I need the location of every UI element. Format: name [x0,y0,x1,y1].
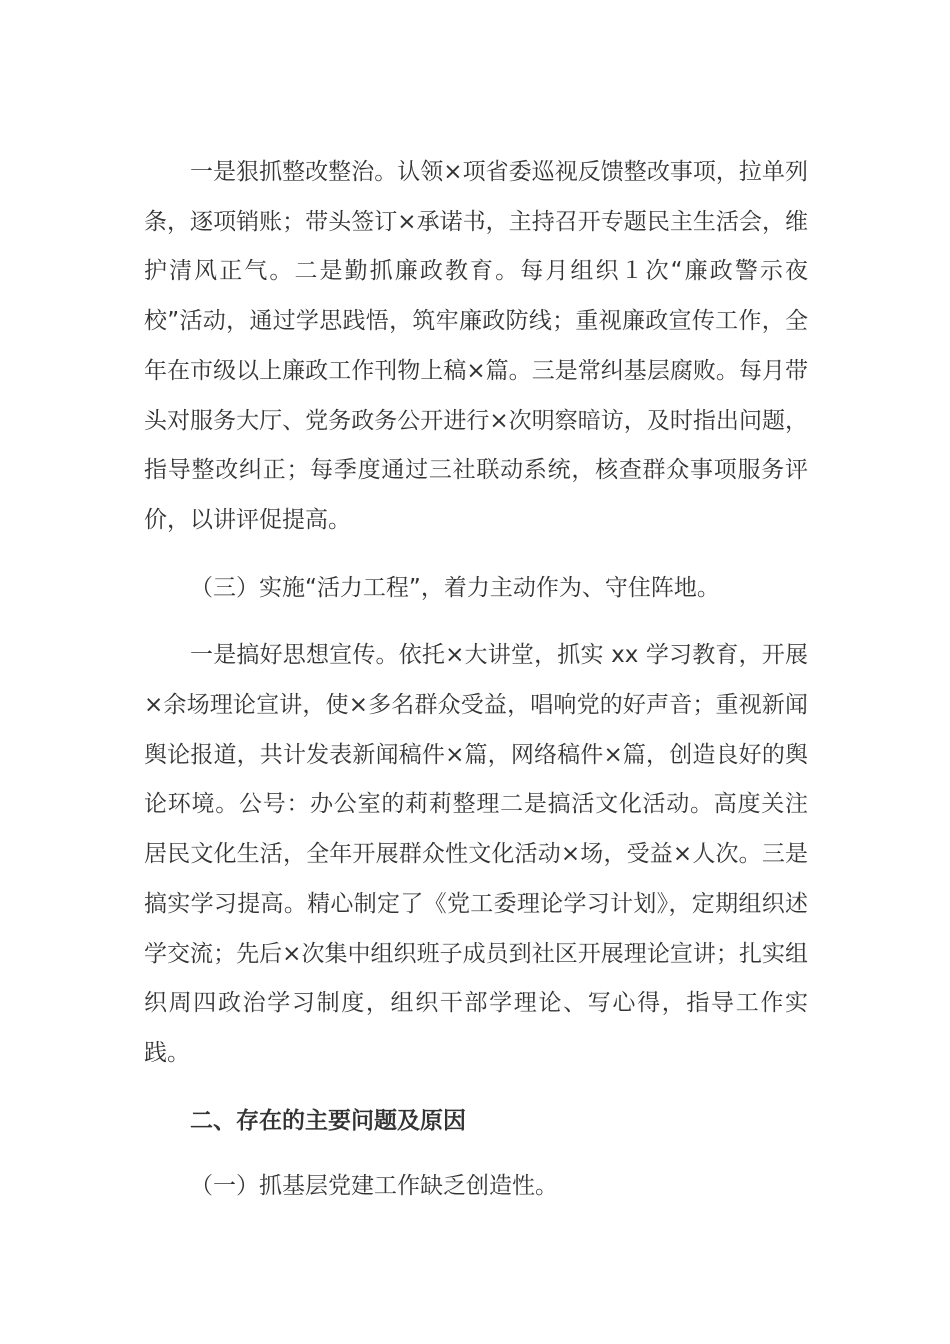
paragraph-ideological-publicity: 一是搞好思想宣传。依托×大讲堂，抓实 xx 学习教育，开展×余场理论宣讲，使×多名群众受益，唱响党的好声音；重视新闻舆论报道，共计发表新闻稿件×篇，网络稿件×篇，创造良好的舆论环境。公号：办公室的莉莉整理二是搞活文化活动。高度关注居民文化生活，全年开展群众性文化活动×场，受益×人次。三是搞实学习提高。精心制定了《党工委理论学习计划》，定期组织述学交流；先后×次集中组织班子成员到社区开展理论宣讲；扎实组织周四政治学习制度，组织干部学理论、写心得，指导工作实践。 [144,642,808,1066]
section-heading-problems: 二、存在的主要问题及原因 [190,1107,466,1134]
paragraph-integrity-work: 一是狠抓整改整治。认领×项省委巡视反馈整改事项，拉单列条，逐项销账；带头签订×承诺书，主持召开专题民主生活会，维护清风正气。二是勤抓廉政教育。每月组织１次“廉政警示夜校”活动，通过学思践悟，筑牢廉政防线；重视廉政宣传工作，全年在市级以上廉政工作刊物上稿×篇。三是常纠基层腐败。每月带头对服务大厅、党务政务公开进行×次明察暗访，及时指出问题，指导整改纠正；每季度通过三社联动系统，核查群众事项服务评价，以讲评促提高。 [144,159,808,533]
subheading-lack-of-creativity: （一）抓基层党建工作缺乏创造性。 [190,1173,558,1200]
document-page [144,148,808,1212]
subheading-vitality-project: （三）实施“活力工程”，着力主动作为、守住阵地。 [190,574,720,601]
